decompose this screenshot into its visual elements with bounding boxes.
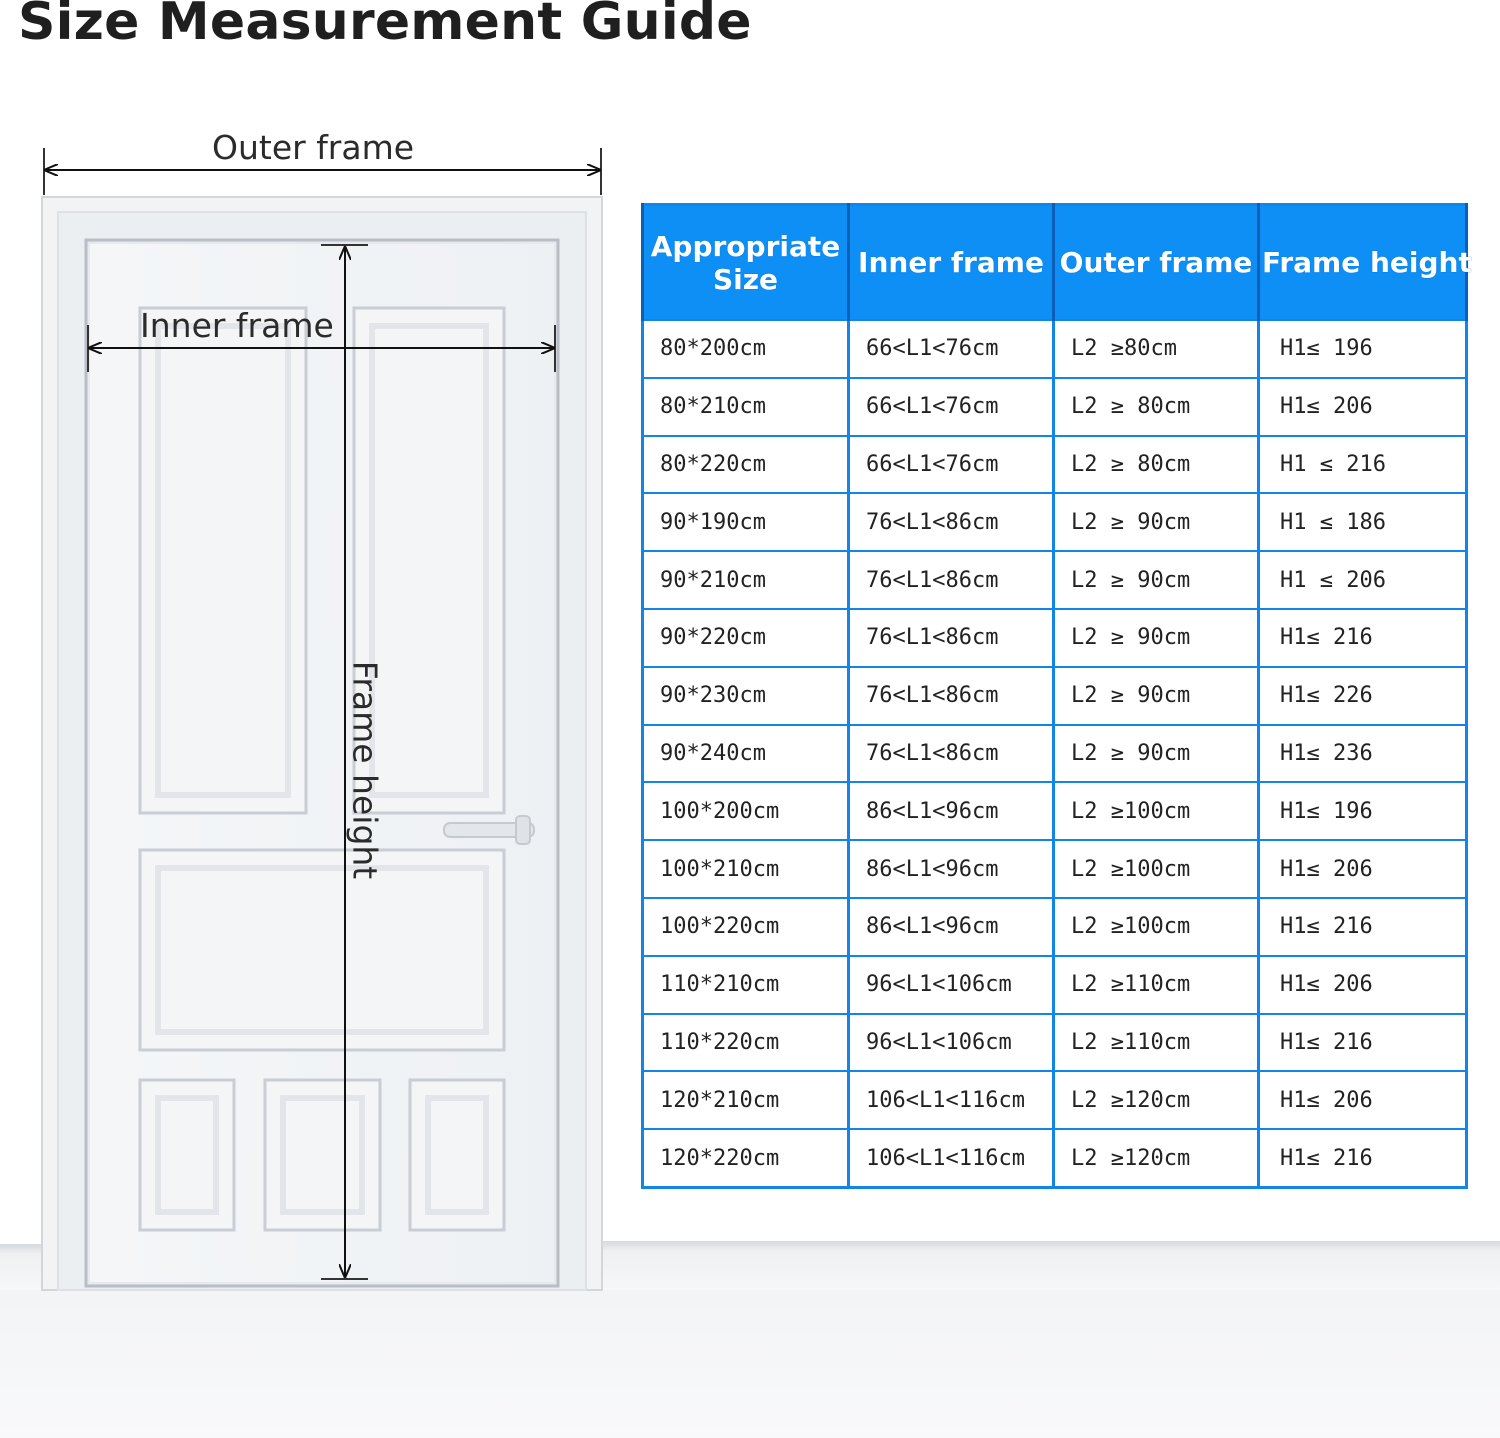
cell-inner-frame: 86<L1<96cm — [849, 898, 1054, 956]
header-inner-frame: Inner frame — [849, 205, 1054, 321]
cell-appropriate-size: 110*210cm — [643, 956, 849, 1014]
cell-inner-frame: 76<L1<86cm — [849, 609, 1054, 667]
door-panel-top-left — [140, 308, 306, 813]
cell-frame-height: H1 ≤ 216 — [1259, 436, 1467, 494]
cell-frame-height: H1≤ 206 — [1259, 378, 1467, 436]
cell-appropriate-size: 100*220cm — [643, 898, 849, 956]
cell-inner-frame: 96<L1<106cm — [849, 1014, 1054, 1072]
table-header-row — [643, 205, 1467, 321]
table-row — [643, 551, 1467, 609]
cell-frame-height: H1≤ 216 — [1259, 1129, 1467, 1187]
cell-frame-height: H1≤ 236 — [1259, 725, 1467, 783]
header-frame-height: Frame height — [1259, 205, 1467, 321]
cell-outer-frame: L2 ≥110cm — [1054, 1014, 1259, 1072]
cell-outer-frame: L2 ≥100cm — [1054, 782, 1259, 840]
cell-frame-height: H1≤ 226 — [1259, 667, 1467, 725]
inner-frame-label: Inner frame — [140, 306, 334, 345]
cell-inner-frame: 66<L1<76cm — [849, 378, 1054, 436]
cell-outer-frame: L2 ≥100cm — [1054, 840, 1259, 898]
cell-inner-frame: 86<L1<96cm — [849, 840, 1054, 898]
header-appropriate-size-text: Appropriate Size — [650, 229, 841, 296]
cell-frame-height: H1≤ 216 — [1259, 898, 1467, 956]
cell-appropriate-size: 90*240cm — [643, 725, 849, 783]
table-row — [643, 840, 1467, 898]
cell-appropriate-size: 80*220cm — [643, 436, 849, 494]
cell-inner-frame: 86<L1<96cm — [849, 782, 1054, 840]
table-row — [643, 378, 1467, 436]
table-row — [643, 1129, 1467, 1187]
door-panel-bottom-right — [410, 1080, 504, 1230]
cell-frame-height: H1 ≤ 206 — [1259, 551, 1467, 609]
cell-inner-frame: 66<L1<76cm — [849, 320, 1054, 378]
cell-outer-frame: L2 ≥100cm — [1054, 898, 1259, 956]
table-row — [643, 667, 1467, 725]
table-row — [643, 1071, 1467, 1129]
table-row — [643, 782, 1467, 840]
table-row — [643, 1014, 1467, 1072]
size-table — [641, 203, 1472, 1189]
cell-inner-frame: 106<L1<116cm — [849, 1071, 1054, 1129]
page-title: Size Measurement Guide — [18, 0, 752, 52]
cell-frame-height: H1≤ 216 — [1259, 1014, 1467, 1072]
table-row — [643, 956, 1467, 1014]
door-panel-bottom-left — [140, 1080, 234, 1230]
outer-frame-label: Outer frame — [212, 128, 415, 167]
cell-appropriate-size: 90*230cm — [643, 667, 849, 725]
cell-appropriate-size: 90*220cm — [643, 609, 849, 667]
table-body — [643, 320, 1467, 1188]
cell-outer-frame: L2 ≥ 90cm — [1054, 551, 1259, 609]
cell-frame-height: H1 ≤ 186 — [1259, 493, 1467, 551]
table-row — [643, 436, 1467, 494]
door-illustration — [0, 0, 620, 1300]
header-outer-frame: Outer frame — [1054, 205, 1259, 321]
table-row — [643, 898, 1467, 956]
cell-inner-frame: 96<L1<106cm — [849, 956, 1054, 1014]
cell-frame-height: H1≤ 206 — [1259, 956, 1467, 1014]
cell-frame-height: H1≤ 196 — [1259, 782, 1467, 840]
table-row — [643, 609, 1467, 667]
cell-outer-frame: L2 ≥ 90cm — [1054, 609, 1259, 667]
door-panel-middle — [140, 850, 504, 1050]
cell-frame-height: H1≤ 196 — [1259, 320, 1467, 378]
size-table-container — [641, 203, 1472, 1189]
floor — [0, 1290, 1500, 1438]
cell-frame-height: H1≤ 206 — [1259, 1071, 1467, 1129]
wall-baseboard — [600, 1241, 1500, 1290]
table-row — [643, 493, 1467, 551]
cell-appropriate-size: 120*220cm — [643, 1129, 849, 1187]
cell-inner-frame: 66<L1<76cm — [849, 436, 1054, 494]
table-row — [643, 320, 1467, 378]
cell-outer-frame: L2 ≥ 90cm — [1054, 493, 1259, 551]
cell-inner-frame: 76<L1<86cm — [849, 551, 1054, 609]
cell-appropriate-size: 90*190cm — [643, 493, 849, 551]
cell-appropriate-size: 90*210cm — [643, 551, 849, 609]
cell-outer-frame: L2 ≥120cm — [1054, 1129, 1259, 1187]
cell-appropriate-size: 80*210cm — [643, 378, 849, 436]
cell-appropriate-size: 80*200cm — [643, 320, 849, 378]
cell-frame-height: H1≤ 216 — [1259, 609, 1467, 667]
cell-outer-frame: L2 ≥110cm — [1054, 956, 1259, 1014]
door-diagram — [0, 0, 620, 1300]
cell-inner-frame: 76<L1<86cm — [849, 725, 1054, 783]
cell-outer-frame: L2 ≥80cm — [1054, 320, 1259, 378]
frame-height-label: Frame height — [345, 660, 385, 880]
cell-appropriate-size: 120*210cm — [643, 1071, 849, 1129]
cell-appropriate-size: 100*200cm — [643, 782, 849, 840]
cell-frame-height: H1≤ 206 — [1259, 840, 1467, 898]
cell-inner-frame: 106<L1<116cm — [849, 1129, 1054, 1187]
cell-outer-frame: L2 ≥ 90cm — [1054, 725, 1259, 783]
cell-outer-frame: L2 ≥ 80cm — [1054, 436, 1259, 494]
table-row — [643, 725, 1467, 783]
cell-inner-frame: 76<L1<86cm — [849, 493, 1054, 551]
cell-outer-frame: L2 ≥ 90cm — [1054, 667, 1259, 725]
header-appropriate-size — [643, 205, 849, 321]
cell-inner-frame: 76<L1<86cm — [849, 667, 1054, 725]
cell-appropriate-size: 100*210cm — [643, 840, 849, 898]
cell-outer-frame: L2 ≥120cm — [1054, 1071, 1259, 1129]
cell-appropriate-size: 110*220cm — [643, 1014, 849, 1072]
cell-outer-frame: L2 ≥ 80cm — [1054, 378, 1259, 436]
